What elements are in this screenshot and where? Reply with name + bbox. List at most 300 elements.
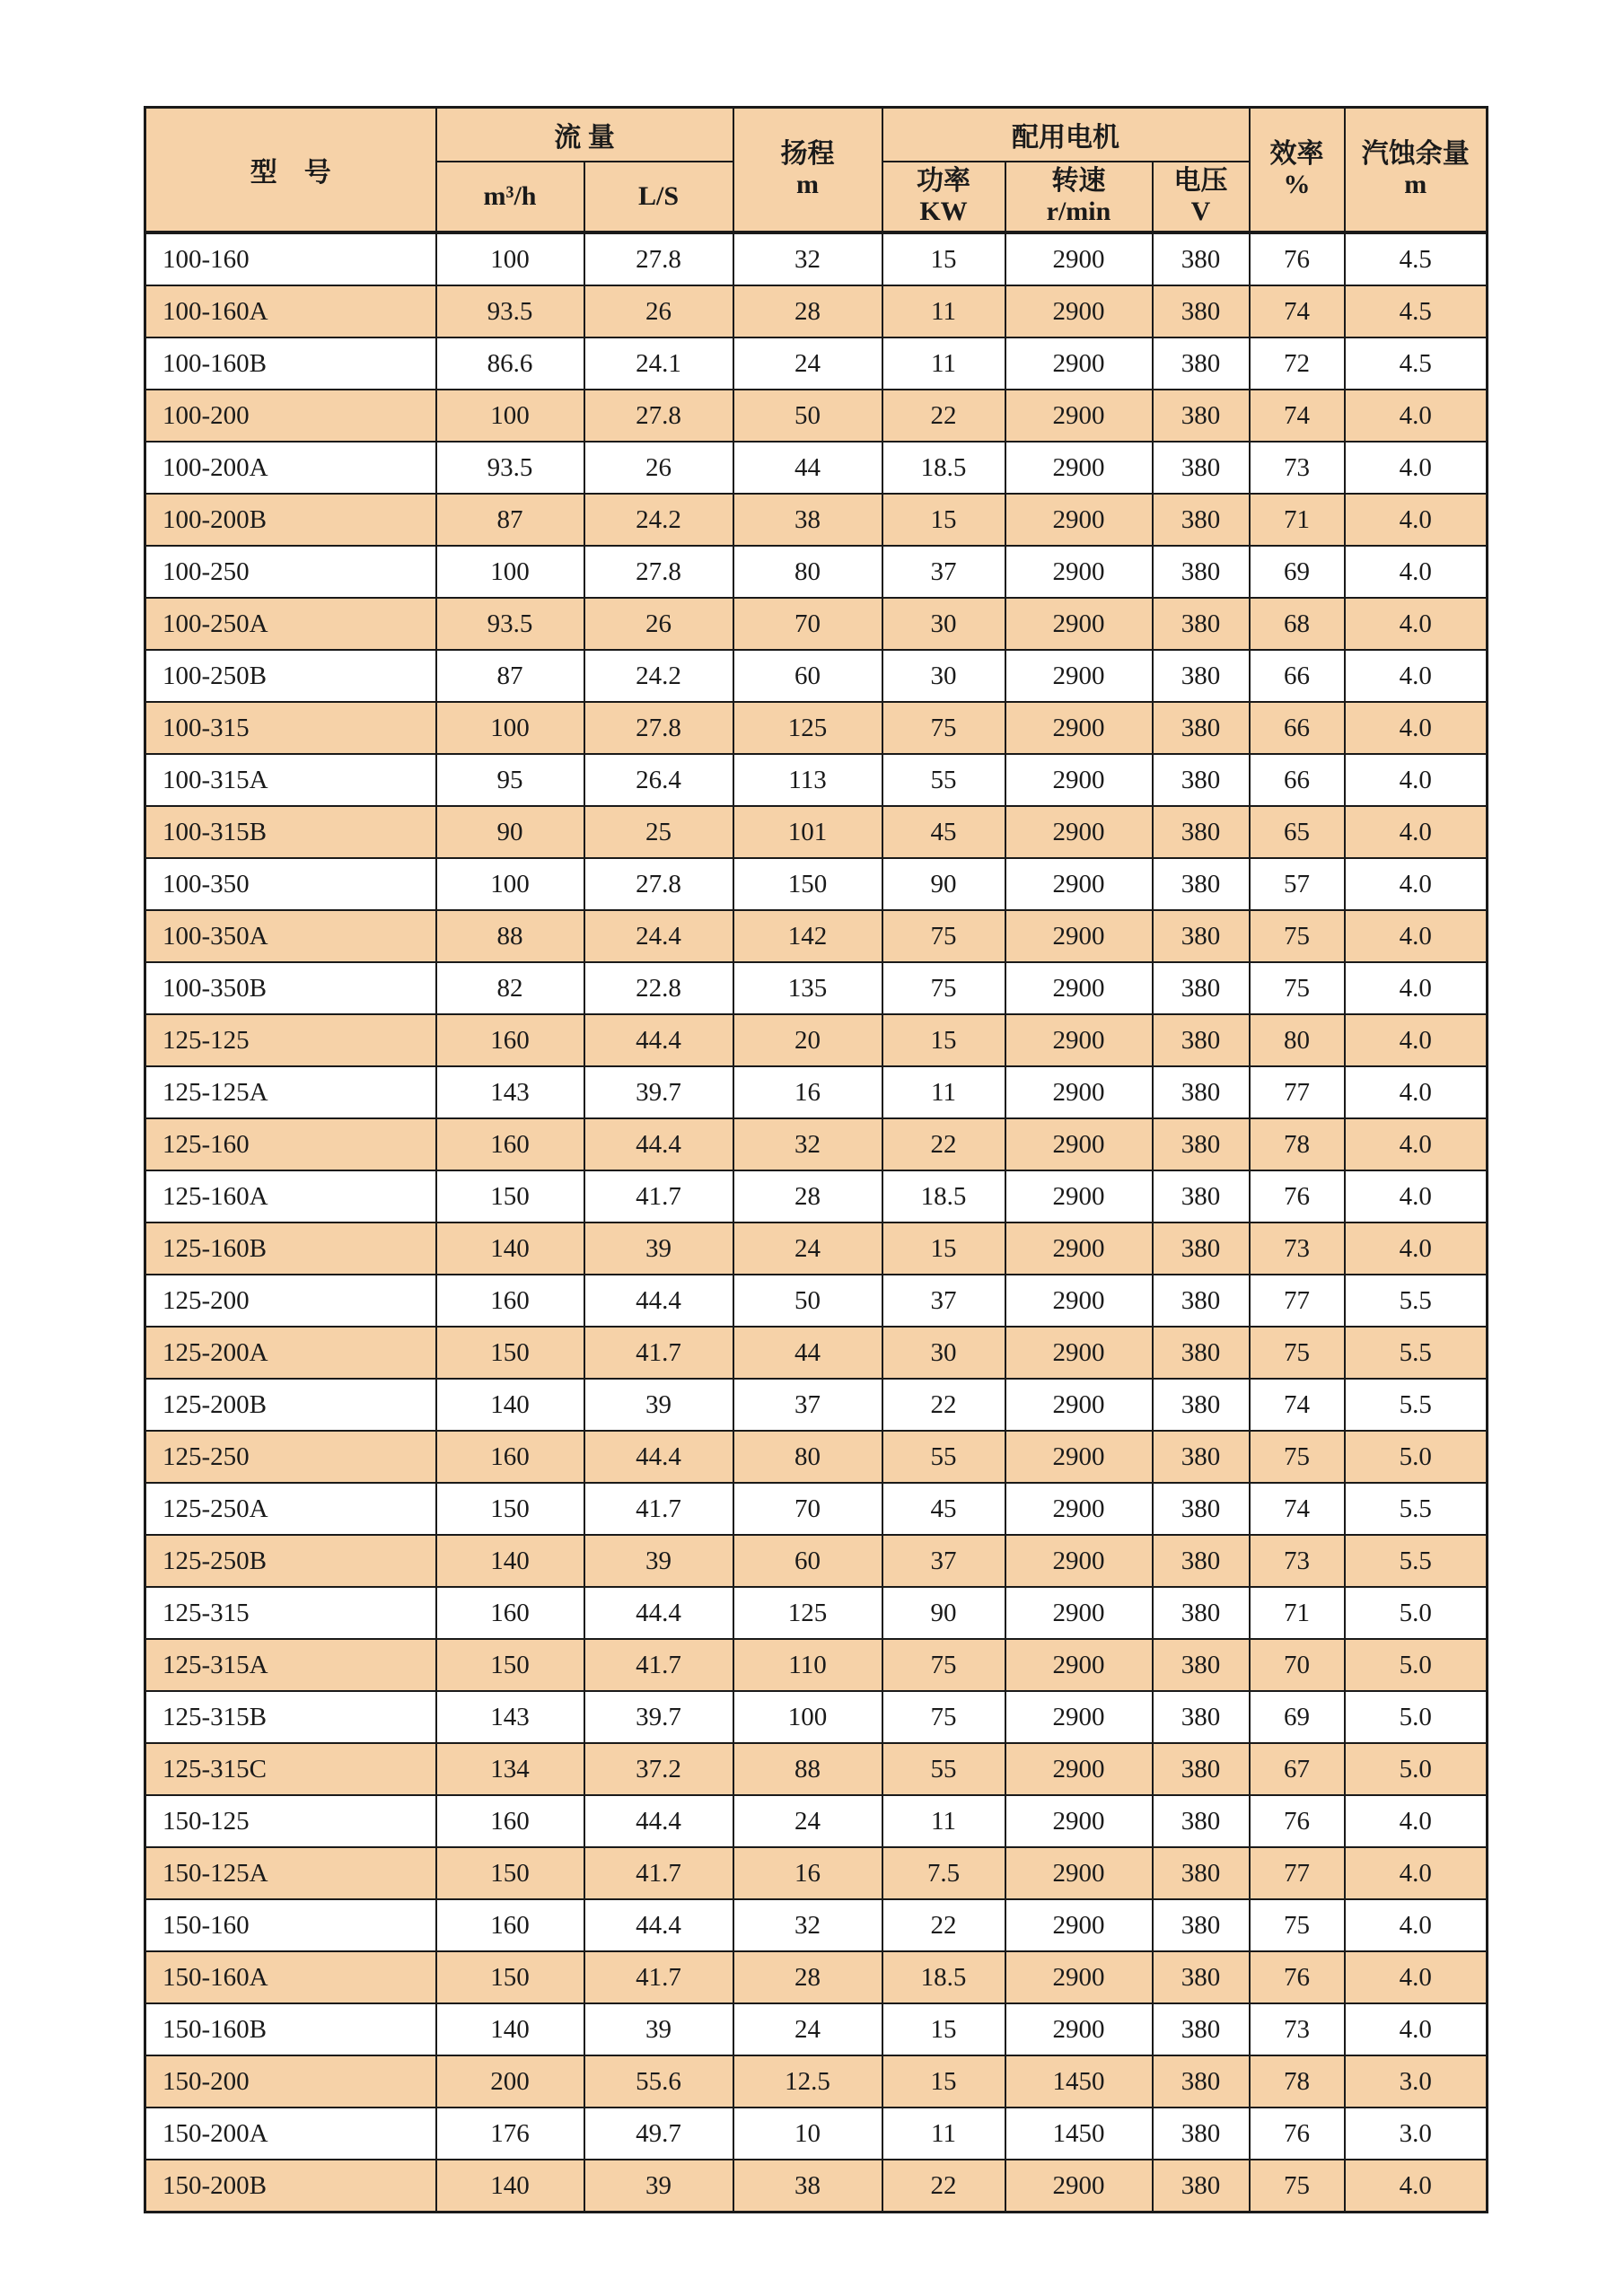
flow-ls-cell: 27.8 (584, 702, 733, 754)
flow-ls-cell: 27.8 (584, 858, 733, 910)
flow-m3h-cell: 86.6 (436, 337, 584, 390)
npsh-cell: 5.5 (1345, 1327, 1488, 1379)
head-cell: 150 (733, 858, 882, 910)
model-cell: 125-160A (145, 1170, 436, 1222)
flow-ls-cell: 27.8 (584, 232, 733, 285)
table-row (145, 2160, 1488, 2213)
head-cell: 70 (733, 598, 882, 650)
efficiency-cell: 74 (1250, 390, 1345, 442)
power-cell: 18.5 (882, 1951, 1005, 2003)
speed-cell: 2900 (1005, 1431, 1153, 1483)
flow-ls-cell: 44.4 (584, 1118, 733, 1170)
table-row (145, 390, 1488, 442)
header-npsh-line1: 汽蚀余量 (1361, 139, 1470, 170)
speed-cell: 2900 (1005, 494, 1153, 546)
speed-cell: 2900 (1005, 1847, 1153, 1899)
head-cell: 28 (733, 285, 882, 337)
head-cell: 100 (733, 1691, 882, 1743)
header-flow-ls: L/S (584, 162, 733, 232)
head-cell: 60 (733, 1535, 882, 1587)
power-cell: 15 (882, 2055, 1005, 2108)
flow-ls-cell: 39 (584, 2003, 733, 2055)
table-row (145, 806, 1488, 858)
efficiency-cell: 70 (1250, 1639, 1345, 1691)
npsh-cell: 4.0 (1345, 806, 1488, 858)
head-cell: 32 (733, 1899, 882, 1951)
voltage-cell: 380 (1153, 858, 1250, 910)
flow-m3h-cell: 160 (436, 1899, 584, 1951)
speed-cell: 2900 (1005, 1951, 1153, 2003)
voltage-cell: 380 (1153, 1899, 1250, 1951)
header-voltage-line2: V (1190, 197, 1211, 226)
flow-ls-cell: 39 (584, 1222, 733, 1275)
head-cell: 10 (733, 2108, 882, 2160)
efficiency-cell: 80 (1250, 1014, 1345, 1066)
npsh-cell: 4.0 (1345, 1066, 1488, 1118)
flow-m3h-cell: 140 (436, 1379, 584, 1431)
head-cell: 24 (733, 1222, 882, 1275)
table-row (145, 1743, 1488, 1795)
head-cell: 50 (733, 1275, 882, 1327)
power-cell: 18.5 (882, 1170, 1005, 1222)
model-cell: 100-350A (145, 910, 436, 962)
flow-m3h-cell: 87 (436, 494, 584, 546)
speed-cell: 2900 (1005, 390, 1153, 442)
speed-cell: 1450 (1005, 2055, 1153, 2108)
model-cell: 125-315 (145, 1587, 436, 1639)
speed-cell: 2900 (1005, 650, 1153, 702)
header-row-groups (145, 108, 1488, 162)
npsh-cell: 4.0 (1345, 754, 1488, 806)
model-cell: 125-200A (145, 1327, 436, 1379)
npsh-cell: 5.0 (1345, 1587, 1488, 1639)
model-cell: 125-160 (145, 1118, 436, 1170)
flow-ls-cell: 44.4 (584, 1795, 733, 1847)
header-flow-m3h: m³/h (436, 162, 584, 232)
table-row (145, 1795, 1488, 1847)
table-row (145, 1639, 1488, 1691)
voltage-cell: 380 (1153, 1639, 1250, 1691)
efficiency-cell: 66 (1250, 754, 1345, 806)
model-cell: 100-315A (145, 754, 436, 806)
power-cell: 7.5 (882, 1847, 1005, 1899)
model-cell: 125-160B (145, 1222, 436, 1275)
header-head (733, 108, 882, 233)
speed-cell: 2900 (1005, 1795, 1153, 1847)
power-cell: 55 (882, 754, 1005, 806)
speed-cell: 2900 (1005, 546, 1153, 598)
head-cell: 20 (733, 1014, 882, 1066)
speed-cell: 2900 (1005, 1014, 1153, 1066)
table-row (145, 1691, 1488, 1743)
head-cell: 12.5 (733, 2055, 882, 2108)
voltage-cell: 380 (1153, 1743, 1250, 1795)
flow-ls-cell: 39 (584, 1535, 733, 1587)
npsh-cell: 5.0 (1345, 1743, 1488, 1795)
model-cell: 150-125 (145, 1795, 436, 1847)
efficiency-cell: 75 (1250, 1431, 1345, 1483)
efficiency-cell: 77 (1250, 1275, 1345, 1327)
header-head-line1: 扬程 (780, 139, 835, 170)
power-cell: 30 (882, 650, 1005, 702)
model-cell: 100-200 (145, 390, 436, 442)
flow-m3h-cell: 93.5 (436, 285, 584, 337)
voltage-cell: 380 (1153, 494, 1250, 546)
flow-m3h-cell: 150 (436, 1639, 584, 1691)
voltage-cell: 380 (1153, 1951, 1250, 2003)
voltage-cell: 380 (1153, 1379, 1250, 1431)
efficiency-cell: 77 (1250, 1066, 1345, 1118)
flow-ls-cell: 39.7 (584, 1066, 733, 1118)
voltage-cell: 380 (1153, 910, 1250, 962)
efficiency-cell: 75 (1250, 1899, 1345, 1951)
npsh-cell: 5.0 (1345, 1639, 1488, 1691)
efficiency-cell: 57 (1250, 858, 1345, 910)
flow-m3h-cell: 82 (436, 962, 584, 1014)
voltage-cell: 380 (1153, 232, 1250, 285)
flow-ls-cell: 41.7 (584, 1847, 733, 1899)
table-row (145, 754, 1488, 806)
flow-ls-cell: 41.7 (584, 1639, 733, 1691)
flow-m3h-cell: 100 (436, 546, 584, 598)
efficiency-cell: 75 (1250, 2160, 1345, 2213)
efficiency-cell: 71 (1250, 494, 1345, 546)
npsh-cell: 3.0 (1345, 2055, 1488, 2108)
flow-m3h-cell: 140 (436, 2160, 584, 2213)
header-speed-line1: 转速 (1051, 166, 1106, 197)
flow-m3h-cell: 160 (436, 1795, 584, 1847)
model-cell: 100-250A (145, 598, 436, 650)
npsh-cell: 4.0 (1345, 1847, 1488, 1899)
efficiency-cell: 74 (1250, 1379, 1345, 1431)
table-row (145, 1847, 1488, 1899)
voltage-cell: 380 (1153, 598, 1250, 650)
voltage-cell: 380 (1153, 1587, 1250, 1639)
table-row (145, 598, 1488, 650)
header-voltage-line1: 电压 (1173, 166, 1228, 197)
npsh-cell: 4.0 (1345, 1899, 1488, 1951)
flow-ls-cell: 27.8 (584, 390, 733, 442)
efficiency-cell: 67 (1250, 1743, 1345, 1795)
efficiency-cell: 74 (1250, 285, 1345, 337)
efficiency-cell: 76 (1250, 1951, 1345, 2003)
power-cell: 15 (882, 2003, 1005, 2055)
table-row (145, 1483, 1488, 1535)
npsh-cell: 4.0 (1345, 962, 1488, 1014)
flow-m3h-cell: 100 (436, 858, 584, 910)
flow-ls-cell: 41.7 (584, 1483, 733, 1535)
voltage-cell: 380 (1153, 754, 1250, 806)
table-row (145, 1118, 1488, 1170)
model-cell: 125-250B (145, 1535, 436, 1587)
power-cell: 75 (882, 1691, 1005, 1743)
voltage-cell: 380 (1153, 1275, 1250, 1327)
npsh-cell: 4.5 (1345, 232, 1488, 285)
efficiency-cell: 77 (1250, 1847, 1345, 1899)
header-voltage (1153, 162, 1250, 232)
voltage-cell: 380 (1153, 546, 1250, 598)
npsh-cell: 3.0 (1345, 2108, 1488, 2160)
head-cell: 32 (733, 232, 882, 285)
npsh-cell: 4.5 (1345, 285, 1488, 337)
flow-ls-cell: 24.1 (584, 337, 733, 390)
table-row (145, 1535, 1488, 1587)
voltage-cell: 380 (1153, 1847, 1250, 1899)
speed-cell: 2900 (1005, 2003, 1153, 2055)
flow-ls-cell: 25 (584, 806, 733, 858)
efficiency-cell: 76 (1250, 232, 1345, 285)
voltage-cell: 380 (1153, 1118, 1250, 1170)
model-cell: 125-315C (145, 1743, 436, 1795)
model-cell: 125-250 (145, 1431, 436, 1483)
table-body (145, 232, 1488, 2213)
efficiency-cell: 73 (1250, 1535, 1345, 1587)
speed-cell: 2900 (1005, 806, 1153, 858)
voltage-cell: 380 (1153, 962, 1250, 1014)
power-cell: 37 (882, 1535, 1005, 1587)
speed-cell: 2900 (1005, 442, 1153, 494)
voltage-cell: 380 (1153, 806, 1250, 858)
efficiency-cell: 69 (1250, 546, 1345, 598)
efficiency-cell: 78 (1250, 1118, 1345, 1170)
flow-m3h-cell: 88 (436, 910, 584, 962)
head-cell: 135 (733, 962, 882, 1014)
flow-ls-cell: 26 (584, 598, 733, 650)
head-cell: 16 (733, 1847, 882, 1899)
table-row (145, 1327, 1488, 1379)
flow-m3h-cell: 134 (436, 1743, 584, 1795)
efficiency-cell: 73 (1250, 2003, 1345, 2055)
flow-ls-cell: 26.4 (584, 754, 733, 806)
head-cell: 24 (733, 337, 882, 390)
header-motor-group: 配用电机 (882, 108, 1250, 162)
model-cell: 125-200 (145, 1275, 436, 1327)
flow-ls-cell: 55.6 (584, 2055, 733, 2108)
flow-ls-cell: 41.7 (584, 1951, 733, 2003)
speed-cell: 2900 (1005, 1587, 1153, 1639)
speed-cell: 2900 (1005, 1535, 1153, 1587)
flow-ls-cell: 44.4 (584, 1275, 733, 1327)
flow-m3h-cell: 160 (436, 1014, 584, 1066)
voltage-cell: 380 (1153, 1535, 1250, 1587)
efficiency-cell: 68 (1250, 598, 1345, 650)
header-efficiency-line2: % (1283, 170, 1311, 199)
power-cell: 15 (882, 1014, 1005, 1066)
head-cell: 80 (733, 1431, 882, 1483)
table-row (145, 858, 1488, 910)
npsh-cell: 4.0 (1345, 650, 1488, 702)
flow-ls-cell: 26 (584, 285, 733, 337)
flow-ls-cell: 44.4 (584, 1431, 733, 1483)
power-cell: 11 (882, 337, 1005, 390)
npsh-cell: 4.5 (1345, 337, 1488, 390)
table-row (145, 546, 1488, 598)
speed-cell: 2900 (1005, 1691, 1153, 1743)
header-power-line1: 功率 (917, 166, 970, 197)
head-cell: 24 (733, 2003, 882, 2055)
table-row (145, 285, 1488, 337)
voltage-cell: 380 (1153, 1014, 1250, 1066)
model-cell: 100-200A (145, 442, 436, 494)
speed-cell: 2900 (1005, 754, 1153, 806)
power-cell: 11 (882, 2108, 1005, 2160)
npsh-cell: 4.0 (1345, 1951, 1488, 2003)
flow-ls-cell: 39 (584, 2160, 733, 2213)
flow-m3h-cell: 100 (436, 702, 584, 754)
head-cell: 110 (733, 1639, 882, 1691)
speed-cell: 2900 (1005, 285, 1153, 337)
model-cell: 125-315B (145, 1691, 436, 1743)
head-cell: 80 (733, 546, 882, 598)
table-row (145, 2055, 1488, 2108)
efficiency-cell: 72 (1250, 337, 1345, 390)
table-row (145, 1170, 1488, 1222)
model-cell: 125-125 (145, 1014, 436, 1066)
flow-ls-cell: 44.4 (584, 1899, 733, 1951)
model-cell: 100-350 (145, 858, 436, 910)
model-cell: 150-160B (145, 2003, 436, 2055)
efficiency-cell: 76 (1250, 1170, 1345, 1222)
head-cell: 88 (733, 1743, 882, 1795)
flow-m3h-cell: 150 (436, 1170, 584, 1222)
head-cell: 32 (733, 1118, 882, 1170)
npsh-cell: 4.0 (1345, 1014, 1488, 1066)
head-cell: 28 (733, 1170, 882, 1222)
voltage-cell: 380 (1153, 442, 1250, 494)
head-cell: 28 (733, 1951, 882, 2003)
header-power (882, 162, 1005, 232)
flow-m3h-cell: 200 (436, 2055, 584, 2108)
table-row (145, 1431, 1488, 1483)
speed-cell: 2900 (1005, 2160, 1153, 2213)
speed-cell: 2900 (1005, 1379, 1153, 1431)
table-row (145, 1951, 1488, 2003)
voltage-cell: 380 (1153, 2003, 1250, 2055)
voltage-cell: 380 (1153, 390, 1250, 442)
flow-m3h-cell: 150 (436, 1327, 584, 1379)
flow-ls-cell: 44.4 (584, 1587, 733, 1639)
model-cell: 100-160B (145, 337, 436, 390)
power-cell: 37 (882, 1275, 1005, 1327)
power-cell: 11 (882, 1066, 1005, 1118)
flow-ls-cell: 39.7 (584, 1691, 733, 1743)
table-row (145, 494, 1488, 546)
flow-m3h-cell: 140 (436, 1535, 584, 1587)
flow-ls-cell: 39 (584, 1379, 733, 1431)
table-row (145, 232, 1488, 285)
power-cell: 55 (882, 1431, 1005, 1483)
speed-cell: 2900 (1005, 1118, 1153, 1170)
flow-ls-cell: 49.7 (584, 2108, 733, 2160)
npsh-cell: 5.0 (1345, 1431, 1488, 1483)
npsh-cell: 4.0 (1345, 2160, 1488, 2213)
header-flow-group: 流 量 (436, 108, 733, 162)
power-cell: 75 (882, 910, 1005, 962)
power-cell: 22 (882, 390, 1005, 442)
flow-ls-cell: 24.2 (584, 650, 733, 702)
flow-m3h-cell: 150 (436, 1847, 584, 1899)
npsh-cell: 4.0 (1345, 910, 1488, 962)
power-cell: 11 (882, 285, 1005, 337)
npsh-cell: 5.0 (1345, 1691, 1488, 1743)
speed-cell: 2900 (1005, 1899, 1153, 1951)
model-cell: 150-160 (145, 1899, 436, 1951)
head-cell: 44 (733, 442, 882, 494)
speed-cell: 2900 (1005, 1170, 1153, 1222)
table-row (145, 337, 1488, 390)
model-cell: 150-200 (145, 2055, 436, 2108)
flow-m3h-cell: 100 (436, 390, 584, 442)
npsh-cell: 4.0 (1345, 442, 1488, 494)
model-cell: 125-125A (145, 1066, 436, 1118)
voltage-cell: 380 (1153, 1066, 1250, 1118)
voltage-cell: 380 (1153, 1483, 1250, 1535)
efficiency-cell: 76 (1250, 2108, 1345, 2160)
head-cell: 125 (733, 702, 882, 754)
table-row (145, 702, 1488, 754)
model-cell: 150-160A (145, 1951, 436, 2003)
model-cell: 150-200A (145, 2108, 436, 2160)
model-cell: 100-200B (145, 494, 436, 546)
power-cell: 22 (882, 2160, 1005, 2213)
table-row (145, 442, 1488, 494)
power-cell: 18.5 (882, 442, 1005, 494)
flow-ls-cell: 26 (584, 442, 733, 494)
flow-ls-cell: 37.2 (584, 1743, 733, 1795)
flow-m3h-cell: 160 (436, 1431, 584, 1483)
npsh-cell: 5.5 (1345, 1535, 1488, 1587)
efficiency-cell: 66 (1250, 650, 1345, 702)
head-cell: 101 (733, 806, 882, 858)
header-efficiency (1250, 108, 1345, 233)
table-row (145, 910, 1488, 962)
flow-m3h-cell: 93.5 (436, 442, 584, 494)
efficiency-cell: 76 (1250, 1795, 1345, 1847)
header-head-line2: m (796, 170, 819, 199)
power-cell: 15 (882, 1222, 1005, 1275)
table-row (145, 1222, 1488, 1275)
efficiency-cell: 75 (1250, 910, 1345, 962)
header-efficiency-line1: 效率 (1269, 139, 1324, 170)
power-cell: 30 (882, 1327, 1005, 1379)
speed-cell: 2900 (1005, 1743, 1153, 1795)
flow-m3h-cell: 87 (436, 650, 584, 702)
flow-m3h-cell: 143 (436, 1066, 584, 1118)
voltage-cell: 380 (1153, 1170, 1250, 1222)
header-npsh-line2: m (1404, 170, 1427, 199)
header-power-line2: KW (919, 197, 968, 226)
npsh-cell: 4.0 (1345, 1118, 1488, 1170)
model-cell: 100-315 (145, 702, 436, 754)
flow-m3h-cell: 143 (436, 1691, 584, 1743)
head-cell: 24 (733, 1795, 882, 1847)
head-cell: 44 (733, 1327, 882, 1379)
flow-m3h-cell: 160 (436, 1118, 584, 1170)
voltage-cell: 380 (1153, 2160, 1250, 2213)
npsh-cell: 4.0 (1345, 1222, 1488, 1275)
flow-m3h-cell: 93.5 (436, 598, 584, 650)
voltage-cell: 380 (1153, 337, 1250, 390)
speed-cell: 2900 (1005, 702, 1153, 754)
speed-cell: 2900 (1005, 858, 1153, 910)
speed-cell: 1450 (1005, 2108, 1153, 2160)
flow-m3h-cell: 160 (436, 1275, 584, 1327)
voltage-cell: 380 (1153, 1431, 1250, 1483)
model-cell: 100-350B (145, 962, 436, 1014)
flow-ls-cell: 24.4 (584, 910, 733, 962)
flow-m3h-cell: 150 (436, 1483, 584, 1535)
npsh-cell: 4.0 (1345, 494, 1488, 546)
